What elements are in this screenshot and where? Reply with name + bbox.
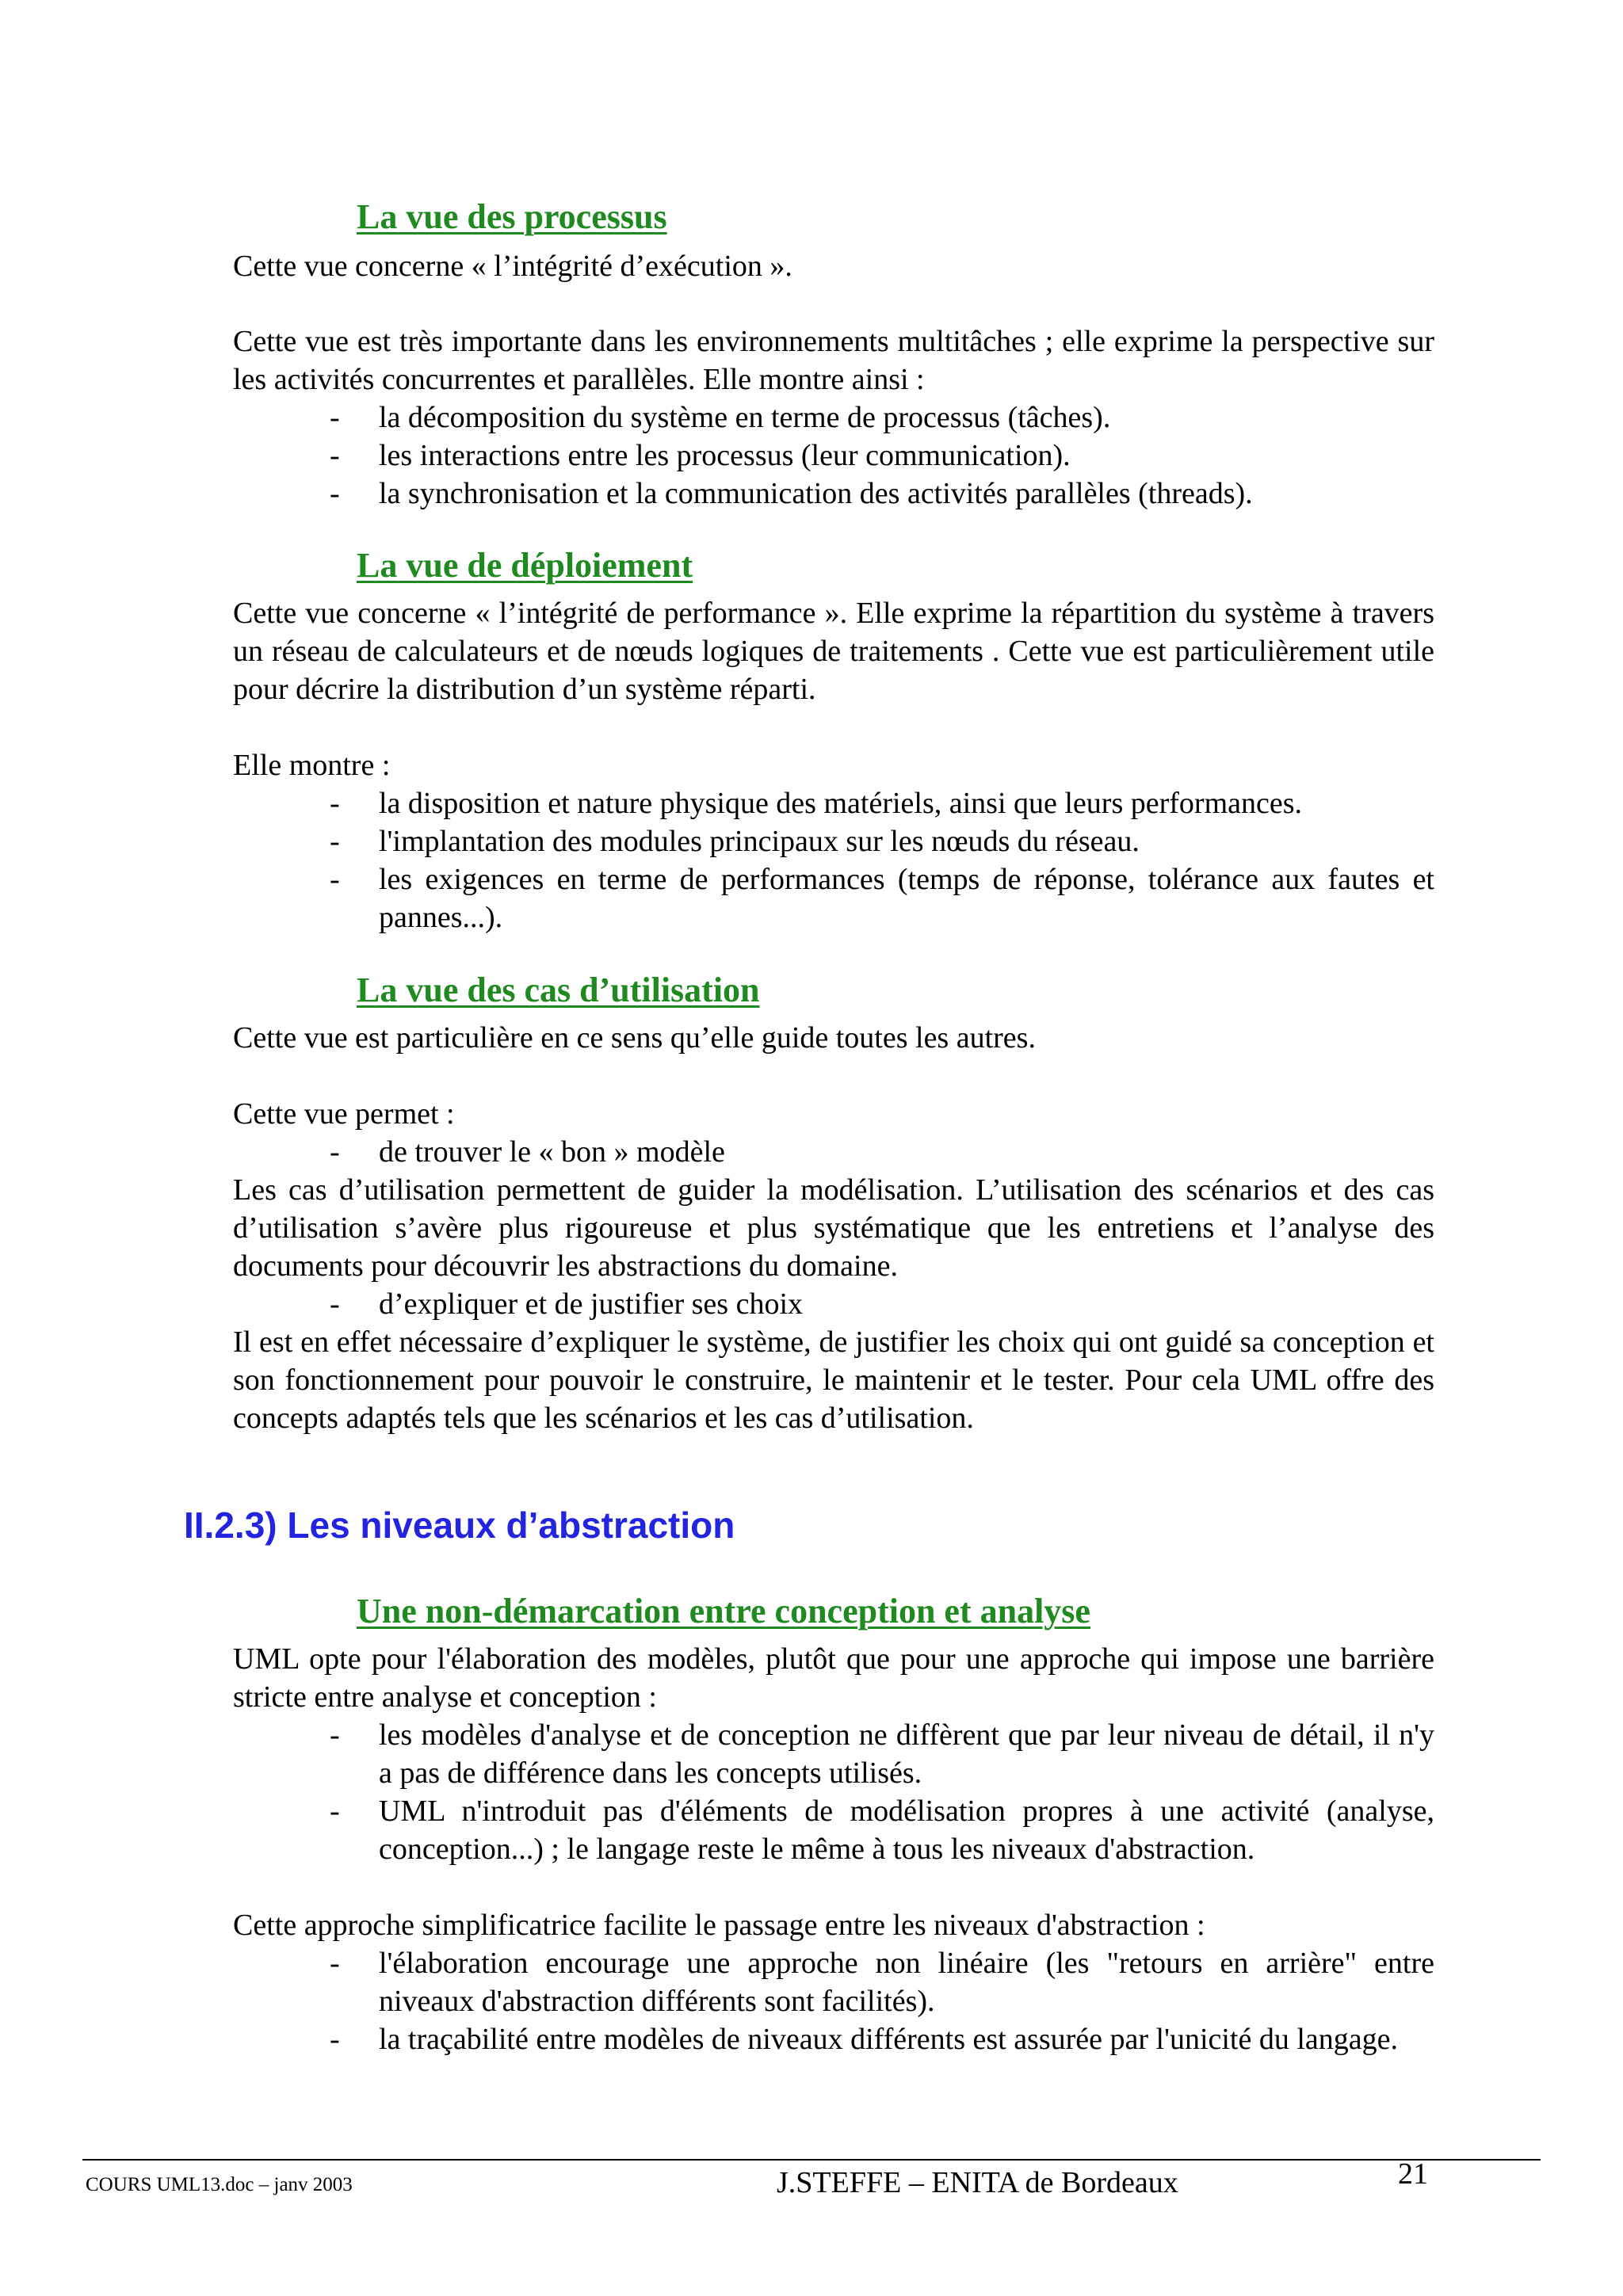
vue-cas-list-1	[0, 1133, 1623, 1171]
list-item: - la traçabilité entre modèles de niveaux différents est assurée par l'unicité du langage.	[330, 2023, 1399, 2056]
vue-deploiement-list-intro: Elle montre :	[233, 749, 391, 782]
heading-non-demarcation: Une non-démarcation entre conception et analyse	[357, 1592, 1090, 1630]
list-item: - l'implantation des modules principaux sur les nœuds du réseau.	[330, 825, 1140, 858]
non-demarcation-body: UML opte pour l'élaboration des modèles, plutôt que pour une approche qui impose une barrière stricte entre analyse et conception :	[233, 1642, 1434, 1714]
list-item: - l'élaboration encourage une approche non linéaire (les "retours en arrière" entre niveaux d'abstraction différents sont facilités).	[330, 1947, 1434, 2018]
heading-vue-processus: La vue des processus	[357, 197, 667, 236]
vue-processus-list	[0, 399, 1623, 513]
section-heading: II.2.3) Les niveaux d’abstraction	[184, 1505, 735, 1546]
vue-deploiement-list	[0, 784, 1623, 936]
page-number: 21	[1398, 2157, 1428, 2191]
vue-cas-para-1: Les cas d’utilisation permettent de guider la modélisation. L’utilisation des scénarios et des cas d’utilisation s’avère plus rigoureuse et plus systématique que les entretiens et l’analyse des documents pour découvrir les abstractions du domaine.	[233, 1173, 1434, 1283]
list-item: - la disposition et nature physique des matériels, ainsi que leurs performances.	[330, 787, 1303, 820]
list-item: - UML n'introduit pas d'éléments de modélisation propres à une activité (analyse, conception...) ; le langage reste le même à tous les niveaux d'abstraction.	[330, 1794, 1434, 1866]
list-item: - les interactions entre les processus (leur communication).	[330, 439, 1071, 472]
non-demarcation-body-2: Cette approche simplificatrice facilite le passage entre les niveaux d'abstraction :	[233, 1909, 1205, 1942]
list-item: - de trouver le « bon » modèle	[330, 1135, 725, 1169]
vue-processus-intro: Cette vue concerne « l’intégrité d’exécution ».	[233, 250, 792, 283]
vue-cas-permet: Cette vue permet :	[233, 1097, 455, 1131]
list-item: - d’expliquer et de justifier ses choix	[330, 1287, 804, 1321]
heading-vue-cas-utilisation: La vue des cas d’utilisation	[357, 971, 760, 1009]
footer-rule	[82, 2159, 1541, 2161]
footer-author: J.STEFFE – ENITA de Bordeaux	[777, 2166, 1178, 2199]
non-demarcation-list	[0, 1716, 1623, 1868]
vue-cas-intro: Cette vue est particulière en ce sens qu’elle guide toutes les autres.	[233, 1021, 1036, 1055]
list-item: - les modèles d'analyse et de conception ne diffèrent que par leur niveau de détail, il n'y a pas de différence dans les concepts utilisés.	[330, 1718, 1434, 1790]
vue-cas-list-2	[0, 1285, 1623, 1323]
list-item: - les exigences en terme de performances (temps de réponse, tolérance aux fautes et pannes...).	[330, 863, 1434, 934]
list-item: - la synchronisation et la communication des activités parallèles (threads).	[330, 477, 1253, 510]
vue-processus-body: Cette vue est très importante dans les environnements multitâches ; elle exprime la perspective sur les activités concurrentes et parallèles. Elle montre ainsi :	[233, 325, 1434, 396]
heading-vue-deploiement: La vue de déploiement	[357, 546, 693, 585]
vue-cas-para-2: Il est en effet nécessaire d’expliquer le système, de justifier les choix qui ont guidé sa conception et son fonctionnement pour pouvoir le construire, le maintenir et le tester. Pour cela UML offre des concepts adaptés tels que les scénarios et les cas d’utilisation.	[233, 1325, 1434, 1435]
footer-filename: COURS UML13.doc – janv 2003	[86, 2174, 353, 2195]
vue-deploiement-body: Cette vue concerne « l’intégrité de performance ». Elle exprime la répartition du système à travers un réseau de calculateurs et de nœuds logiques de traitements . Cette vue est particulièrement utile pour décrire la distribution d’un système réparti.	[233, 597, 1434, 706]
list-item: - la décomposition du système en terme de processus (tâches).	[330, 401, 1111, 434]
non-demarcation-list-2	[0, 1944, 1623, 2058]
